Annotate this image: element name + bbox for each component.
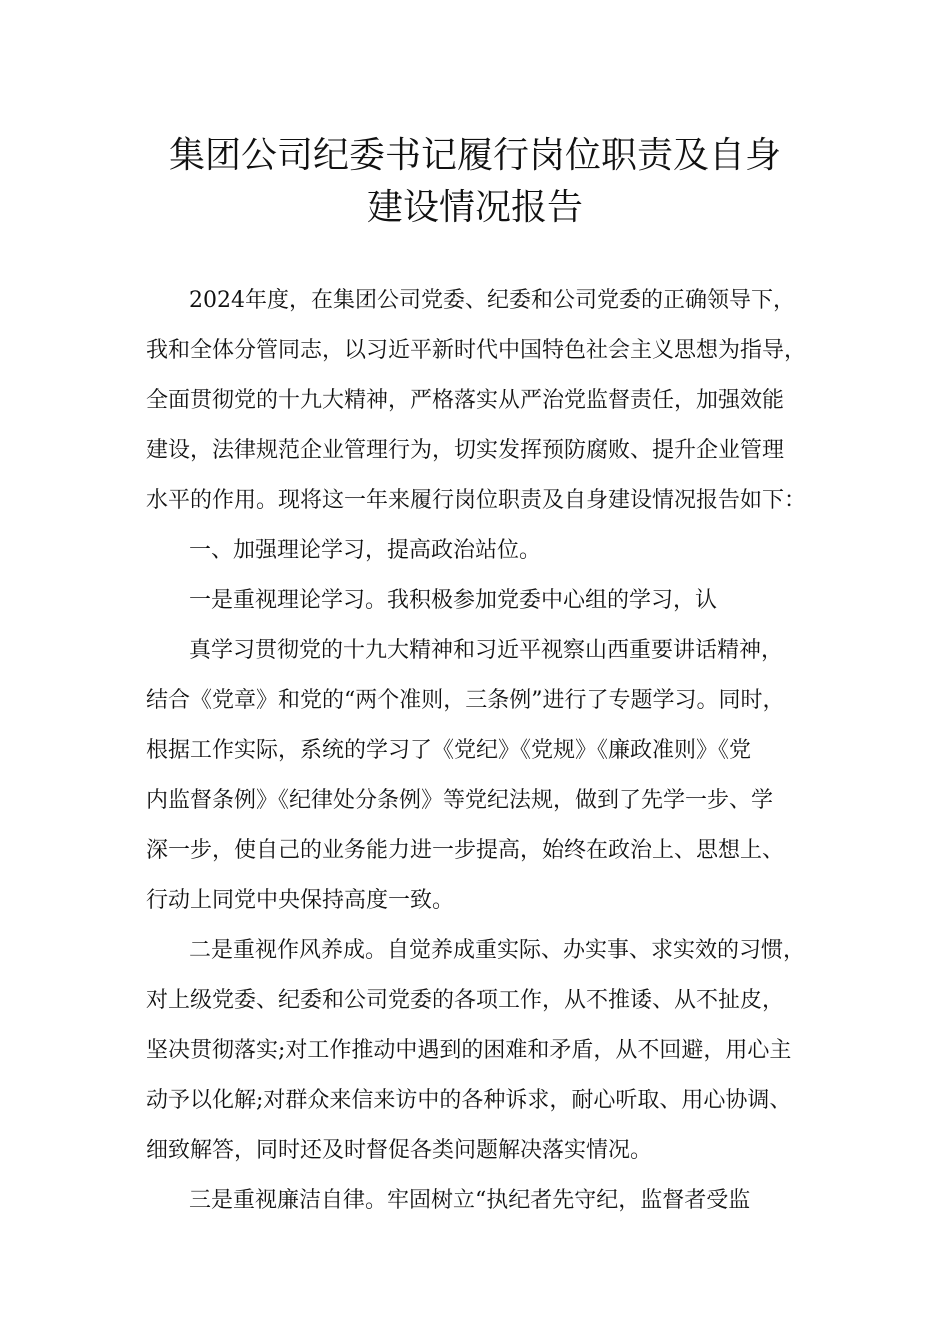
body-line-3: 全面贯彻党的十九大精神，严格落实从严治党监督责任，加强效能 <box>146 388 785 413</box>
body-line-8: 真学习贯彻党的十九大精神和习近平视察山西重要讲话精神， <box>189 638 784 663</box>
body-line-5: 水平的作用。现将这一年来履行岗位职责及自身建设情况报告如下： <box>146 488 807 513</box>
body-line-12: 深一步，使自己的业务能力进一步提高，始终在政治上、思想上、 <box>146 838 785 863</box>
section-heading-1: 一、加强理论学习，提高政治站位。 <box>189 538 542 563</box>
body-line-7: 一是重视理论学习。我积极参加党委中心组的学习，认 <box>189 588 718 613</box>
body-line-16: 坚决贯彻落实;对工作推动中遇到的困难和矛盾，从不回避，用心主 <box>146 1038 792 1063</box>
body-line-13: 行动上同党中央保持高度一致。 <box>146 888 455 913</box>
body-line-15: 对上级党委、纪委和公司党委的各项工作，从不推诿、从不扯皮， <box>146 988 785 1013</box>
document-title-line-1: 集团公司纪委书记履行岗位职责及自身 <box>168 135 781 176</box>
body-line-18: 细致解答，同时还及时督促各类问题解决落实情况。 <box>146 1138 653 1163</box>
body-line-10: 根据工作实际，系统的学习了《党纪》《党规》《廉政准则》《党 <box>146 738 752 763</box>
body-line-1: 2024年度，在集团公司党委、纪委和公司党委的正确领导下， <box>189 288 795 313</box>
document-title-line-2: 建设情况报告 <box>366 187 583 228</box>
body-line-17: 动予以化解;对群众来信来访中的各种诉求，耐心听取、用心协调、 <box>146 1088 792 1113</box>
body-line-11: 内监督条例》《纪律处分条例》等党纪法规，做到了先学一步、学 <box>146 788 774 813</box>
body-line-2: 我和全体分管同志，以习近平新时代中国特色社会主义思想为指导， <box>146 338 807 363</box>
body-line-4: 建设，法律规范企业管理行为，切实发挥预防腐败、提升企业管理 <box>146 438 785 463</box>
body-line-14: 二是重视作风养成。自觉养成重实际、办实事、求实效的习惯， <box>189 938 806 963</box>
body-line-19: 三是重视廉洁自律。牢固树立“执纪者先守纪，监督者受监 <box>189 1188 751 1213</box>
body-line-9: 结合《党章》和党的“两个准则，三条例”进行了专题学习。同时， <box>146 688 785 713</box>
